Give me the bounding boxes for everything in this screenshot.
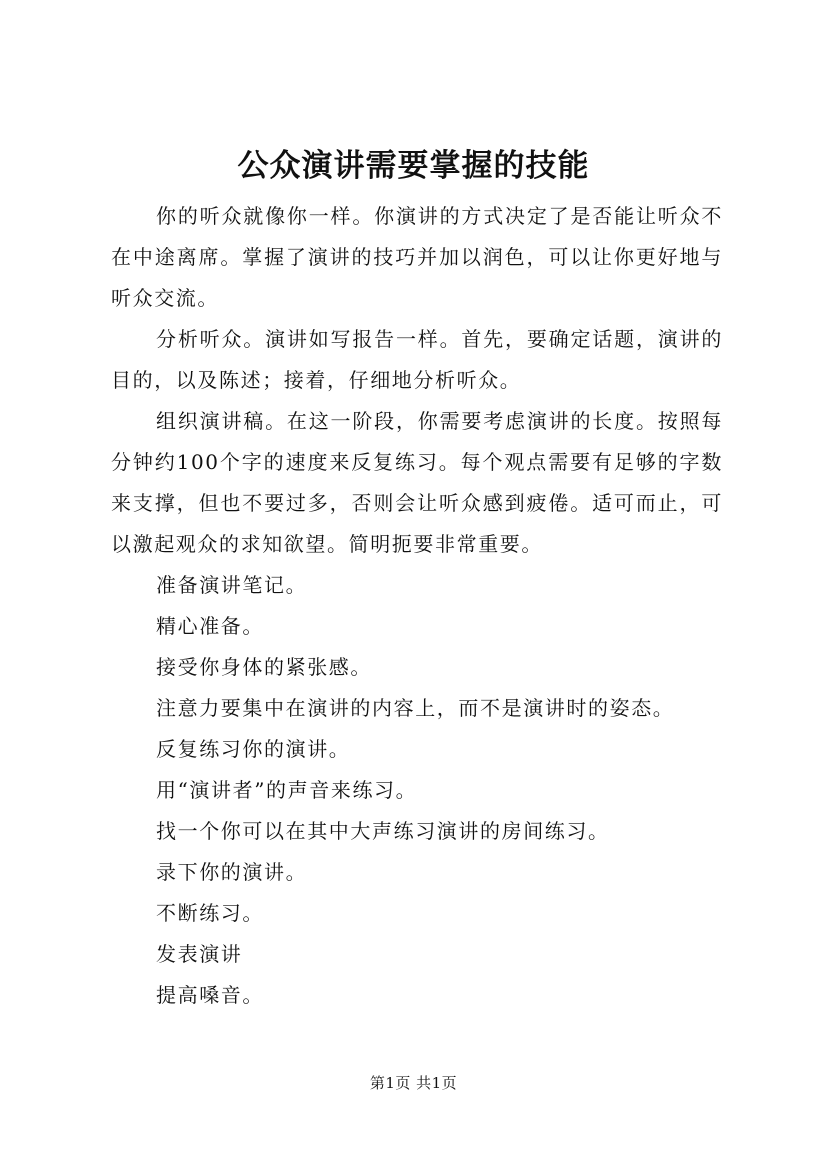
list-item: 不断练习。 <box>156 901 264 925</box>
list-item: 注意力要集中在演讲的内容上，而不是演讲时的姿态。 <box>156 696 675 720</box>
list-item: 准备演讲笔记。 <box>156 573 308 597</box>
list-item: 提高嗓音。 <box>156 983 264 1007</box>
paragraph-organize-speech: 组织演讲稿。在这一阶段，你需要考虑演讲的长度。按照每分钟约100个字的速度来反复练习。每个观点需要有足够的字数来支撑，但也不要过多，否则会让听众感到疲倦。适可而止，可以激起观众的求知欲望。简明扼要非常重要。 <box>111 409 723 556</box>
list-item: 反复练习你的演讲。 <box>156 737 351 761</box>
list-item: 用“演讲者”的声音来练习。 <box>156 778 418 802</box>
list-item: 精心准备。 <box>156 614 264 638</box>
document-title: 公众演讲需要掌握的技能 <box>237 148 590 184</box>
list-item: 录下你的演讲。 <box>156 860 308 884</box>
document-body <box>111 196 723 1016</box>
paragraph-intro: 你的听众就像你一样。你演讲的方式决定了是否能让听众不在中途离席。掌握了演讲的技巧并加以润色，可以让你更好地与听众交流。 <box>111 204 723 310</box>
list-item: 接受你身体的紧张感。 <box>156 655 372 679</box>
list-item: 发表演讲 <box>156 942 243 966</box>
paragraph-analyze-audience: 分析听众。演讲如写报告一样。首先，要确定话题，演讲的目的，以及陈述；接着，仔细地分析听众。 <box>111 327 723 392</box>
list-item: 找一个你可以在其中大声练习演讲的房间练习。 <box>156 819 610 843</box>
page-number-footer: 第1页 共1页 <box>369 1074 458 1092</box>
